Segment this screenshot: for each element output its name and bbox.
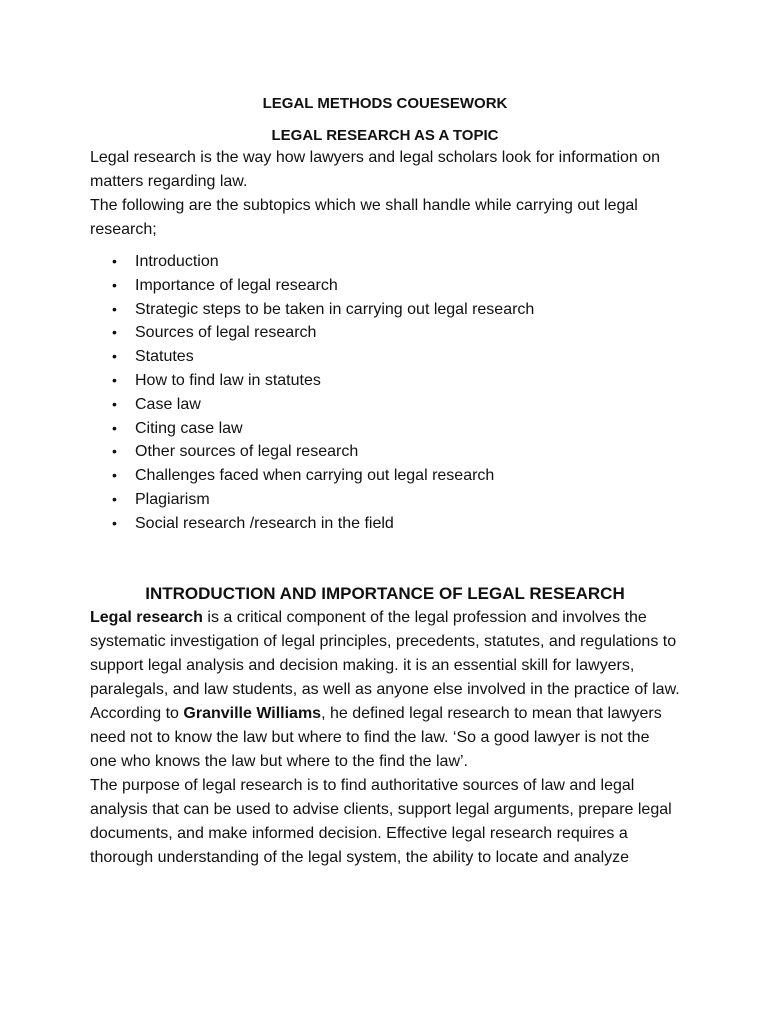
intro-paragraph: Legal research is the way how lawyers and legal scholars look for information on matters regarding law.: [90, 149, 661, 190]
bullet-icon: •: [112, 395, 117, 412]
bullet-icon: •: [112, 467, 117, 484]
subtopics-lead-paragraph: The following are the subtopics which we shall handle while carrying out legal research;: [90, 197, 638, 238]
list-item: [90, 417, 680, 441]
subtopics-list: [90, 250, 680, 536]
list-item: [90, 440, 680, 464]
list-item: [90, 345, 680, 369]
purpose-paragraph: The purpose of legal research is to find authoritative sources of law and legal analysis that can be used to advise clients, support legal arguments, prepare legal documents, and make informed decision. Effective legal research requires a thorough understanding of the legal system, the ability to locate and analyze: [90, 776, 672, 866]
bullet-icon: •: [112, 490, 117, 507]
list-item: [90, 464, 680, 488]
section-heading: INTRODUCTION AND IMPORTANCE OF LEGAL RESEARCH: [145, 583, 625, 603]
list-item: [90, 250, 680, 274]
list-item-label: Case law: [135, 395, 201, 413]
list-item-label: Plagiarism: [135, 490, 210, 508]
list-item-label: Social research /research in the field: [135, 514, 394, 532]
list-item-label: Strategic steps to be taken in carrying out legal research: [135, 300, 535, 318]
list-item: [90, 512, 680, 536]
list-item-label: How to find law in statutes: [135, 371, 321, 389]
bullet-icon: •: [112, 371, 117, 388]
author-name: Granville Williams: [183, 704, 322, 722]
bullet-icon: •: [112, 348, 117, 365]
list-item-label: Introduction: [135, 253, 219, 270]
bullet-icon: •: [112, 514, 117, 531]
list-item-label: Statutes: [135, 348, 194, 366]
bullet-icon: •: [112, 324, 117, 341]
list-item: [90, 274, 680, 298]
document-subtitle: LEGAL RESEARCH AS A TOPIC: [271, 127, 499, 144]
list-item: [90, 369, 680, 393]
bullet-icon: •: [112, 443, 117, 460]
list-item-label: Other sources of legal research: [135, 443, 359, 461]
bullet-icon: •: [112, 300, 117, 317]
list-item: [90, 393, 680, 417]
list-item-label: Sources of legal research: [135, 324, 317, 342]
list-item-label: Importance of legal research: [135, 276, 338, 294]
list-item-label: Citing case law: [135, 419, 243, 437]
document-title: LEGAL METHODS COUESEWORK: [262, 95, 508, 112]
definition-paragraph: [90, 606, 680, 774]
bullet-icon: •: [112, 419, 117, 436]
bullet-icon: •: [112, 253, 117, 269]
bullet-icon: •: [112, 276, 117, 293]
definition-term: Legal research: [90, 608, 203, 626]
definition-text-part1: is a critical component of the legal profession and involves the systematic investigation of legal principles, precedents, statutes, and regulations to support legal analysis and decision making. it is an essential skill for lawyers, paralegals, and law students, as well as anyone else involved in the practice of law. According to: [90, 608, 680, 722]
list-item: [90, 298, 680, 322]
list-item: [90, 321, 680, 345]
definition-text-part2: , he defined legal research to mean that lawyers need not to know the law but where to find the law. ‘So a good lawyer is not the one who knows the law but where to the find the law’.: [90, 704, 662, 770]
document-body: [90, 94, 680, 870]
list-item-label: Challenges faced when carrying out legal research: [135, 467, 495, 485]
list-item: [90, 488, 680, 512]
